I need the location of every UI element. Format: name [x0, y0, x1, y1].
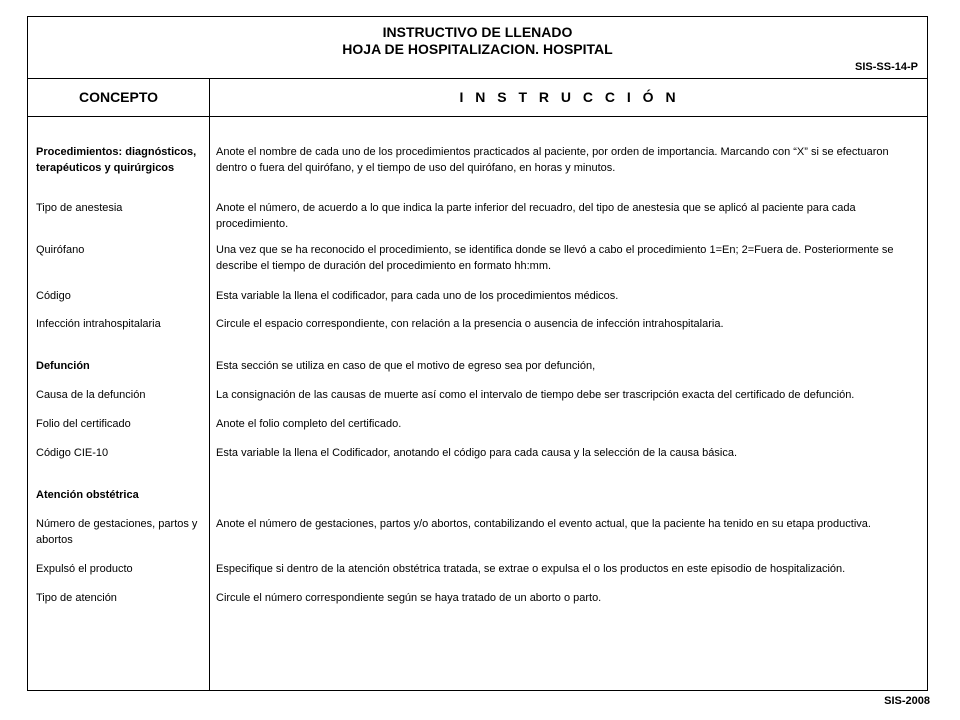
instruction-cell: Esta variable la llena el codificador, para cada uno de los procedimientos médicos. [216, 290, 619, 302]
instruction-cell: Anote el número de gestaciones, partos y/o abortos, contabilizando el evento actual, que la paciente ha tenido en su etapa productiva. [216, 518, 871, 530]
instruction-cell: Especifique si dentro de la atención obstétrica tratada, se extrae o expulsa el o los productos en este episodio de hospitalización. [216, 563, 846, 575]
concept-cell: Tipo de anestesia [36, 202, 123, 214]
column-header-instruccion: I N S T R U C C I Ó N [459, 89, 680, 105]
concept-cell: Quirófano [36, 244, 85, 256]
concept-cell: Código CIE-10 [36, 447, 109, 459]
concept-cell: Procedimientos: diagnósticos, terapéuticos y quirúrgicos [36, 146, 197, 174]
instruction-cell: Esta sección se utiliza en caso de que el motivo de egreso sea por defunción, [216, 360, 596, 372]
instruction-cell: Anote el nombre de cada uno de los procedimientos practicados al paciente, por orden de importancia. Marcando con “X” si se efectuaron dentro o fuera del quirófano, y el tiempo de uso del quirófano, en horas y minutos. [216, 146, 889, 174]
instruction-cell: Circule el número correspondiente según se haya tratado de un aborto o parto. [216, 592, 602, 604]
table-header-row [28, 79, 927, 117]
title-area [28, 17, 927, 79]
instruction-cell: Anote el número, de acuerdo a lo que indica la parte inferior del recuadro, del tipo de anestesia que se aplicó al paciente para cada procedimiento. [216, 202, 856, 230]
concept-cell: Defunción [36, 360, 90, 372]
form-code: SIS-SS-14-P [855, 61, 918, 73]
table-body [28, 117, 927, 691]
concept-cell: Folio del certificado [36, 418, 131, 430]
form-frame [27, 16, 928, 691]
instruction-cell: Anote el folio completo del certificado. [216, 418, 402, 430]
concept-cell: Tipo de atención [36, 592, 117, 604]
footer-label: SIS-2008 [884, 695, 930, 707]
concept-cell: Número de gestaciones, partos y abortos [36, 518, 198, 546]
concept-cell: Expulsó el producto [36, 563, 133, 575]
instruction-cell: Circule el espacio correspondiente, con relación a la presencia o ausencia de infección intrahospitalaria. [216, 318, 724, 330]
concept-cell: Atención obstétrica [36, 489, 139, 501]
document-title: INSTRUCTIVO DE LLENADO [382, 24, 573, 40]
instruction-cell: La consignación de las causas de muerte así como el intervalo de tiempo debe ser trascripción exacta del certificado de defunción. [216, 389, 855, 401]
instruction-cell: Una vez que se ha reconocido el procedimiento, se identifica donde se llevó a cabo el procedimiento 1=En; 2=Fuera de. Posteriormente se describe el tiempo de duración del procedimiento en formato hh:mm. [216, 244, 894, 272]
instruction-cell: Esta variable la llena el Codificador, anotando el código para cada causa y la selección de la causa básica. [216, 447, 737, 459]
concept-cell: Infección intrahospitalaria [36, 318, 161, 330]
concept-cell: Código [36, 290, 71, 302]
column-header-concepto: CONCEPTO [78, 89, 159, 105]
document-subtitle: HOJA DE HOSPITALIZACION. HOSPITAL [342, 41, 613, 57]
concept-cell: Causa de la defunción [36, 389, 146, 401]
